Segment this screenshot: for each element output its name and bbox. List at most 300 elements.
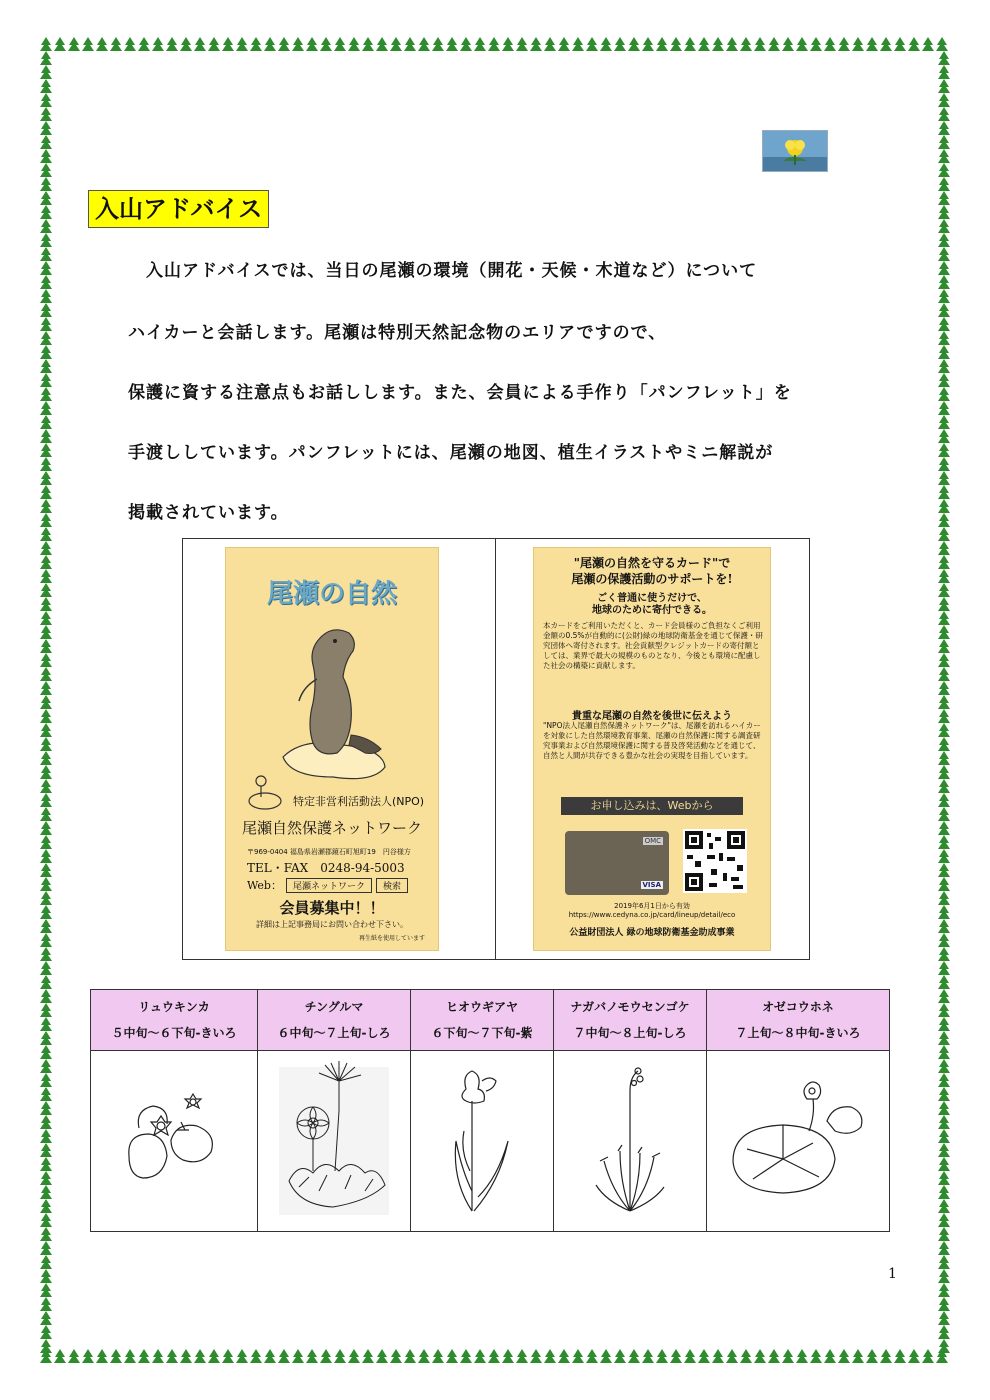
tree-icon [852,37,864,51]
tree-icon [938,205,950,219]
tree-icon [600,37,612,51]
tree-icon [938,1031,950,1045]
tree-icon [938,1157,950,1171]
tree-icon [40,1017,52,1031]
tree-icon [306,37,318,51]
tree-icon [938,1269,950,1283]
tree-icon [40,247,52,261]
plant-image-cell [411,1051,554,1232]
tree-icon [768,1349,780,1363]
plant-period: ７上旬～８中旬-きいろ [735,1026,861,1040]
tree-icon [938,1185,950,1199]
tree-icon [40,541,52,555]
web-search-box: 尾瀬ネットワーク [286,878,372,893]
tree-icon [938,1213,950,1227]
tree-icon [40,695,52,709]
tree-icon [40,485,52,499]
tree-icon [938,485,950,499]
tree-icon [684,37,696,51]
tree-icon [938,541,950,555]
tree-icon [938,947,950,961]
tree-icon [40,989,52,1003]
tree-icon [938,135,950,149]
paragraph-line-5: 掲載されています。 [128,503,289,523]
tree-icon [40,457,52,471]
tree-icon [278,37,290,51]
paragraph-line-4: 手渡ししています。パンフレットには、尾瀬の地図、植生イラストやミニ解説が [128,443,774,463]
pamphlet-image-box [182,538,810,960]
tree-icon [40,1297,52,1311]
page-number: 1 [888,1266,897,1282]
tree-icon [40,653,52,667]
tree-icon [40,317,52,331]
plant-image-cell [91,1051,258,1232]
npo-tel: TEL・FAX 0248-94-5003 [247,861,405,875]
tree-icon [166,37,178,51]
plant-header-cell [91,990,258,1051]
tree-icon [796,37,808,51]
tree-icon [40,933,52,947]
tree-icon [938,373,950,387]
tree-icon [40,1087,52,1101]
tree-icon [586,1349,598,1363]
tree-icon [866,1349,878,1363]
tree-icon [40,1003,52,1017]
tree-icon [938,527,950,541]
plant-header-cell [554,990,707,1051]
tree-icon [852,1349,864,1363]
plant-name: ヒオウギアヤ [445,1000,518,1014]
tree-icon [544,1349,556,1363]
tree-icon [320,1349,332,1363]
tree-icon [40,1185,52,1199]
tree-icon [474,37,486,51]
tree-icon [40,639,52,653]
plant-name: チングルマ [304,1000,364,1014]
npo-type: 特定非営利活動法人(NPO) [293,795,425,808]
tree-icon [250,37,262,51]
pamphlet-back-body-1: 本カードをご利用いただくと、カード会員様のご負担なくご利用金額の0.5%が自動的に(公財)緑の地球防衛基金を通じて保護・研究団体へ寄付されます。社会貢献型クレジットカードの寄付額としては、業界で最大の規模のものとなり、今後とも環境に配慮した社会の構築に貢献します。 [543,621,763,670]
tree-icon [54,1349,66,1363]
tree-icon [894,37,906,51]
tree-icon [938,443,950,457]
tree-icon [938,877,950,891]
tree-icon [572,1349,584,1363]
pamphlet-front-title: 尾瀬の自然 [266,579,397,609]
tree-icon [292,37,304,51]
back-title-line-1: "尾瀬の自然を守るカード"で [573,556,731,570]
tree-icon [40,1241,52,1255]
tree-icon [938,331,950,345]
tree-icon [40,471,52,485]
tree-icon [938,793,950,807]
pamphlet-divider [495,539,496,959]
tree-border-left [38,36,54,1364]
tree-icon [740,37,752,51]
tree-icon [40,1311,52,1325]
tree-icon [40,79,52,93]
tree-icon [530,37,542,51]
tree-icon [938,429,950,443]
tree-icon [712,1349,724,1363]
tree-icon [544,37,556,51]
tree-icon [40,807,52,821]
tree-icon [40,429,52,443]
tree-icon [894,1349,906,1363]
tree-icon [938,681,950,695]
tree-icon [908,1349,920,1363]
tree-icon [938,961,950,975]
tree-icon [938,107,950,121]
tree-icon [40,51,52,65]
tree-icon [40,793,52,807]
tree-icon [642,1349,654,1363]
back-sub-line-2: 地球のために寄付できる。 [592,605,712,616]
tree-icon [40,359,52,373]
tree-icon [40,751,52,765]
tree-icon [938,177,950,191]
tree-icon [938,415,950,429]
tree-icon [40,597,52,611]
tree-icon [40,527,52,541]
plant-period: ６中旬～７上旬-しろ [277,1026,391,1040]
tree-icon [754,37,766,51]
card-brand-visa: VISA [642,881,661,889]
tree-icon [40,947,52,961]
apply-banner: お申し込みは、Webから [561,797,743,815]
tree-icon [938,303,950,317]
tree-icon [516,1349,528,1363]
tree-icon [530,1349,542,1363]
tree-border-right [936,36,952,1364]
tree-icon [40,1045,52,1059]
tree-icon [908,37,920,51]
web-label: Web： [247,879,282,892]
tree-icon [938,1017,950,1031]
tree-icon [40,555,52,569]
tree-icon [938,499,950,513]
tree-icon [40,191,52,205]
tree-icon [938,989,950,1003]
tree-icon [68,37,80,51]
back-title-line-2: 尾瀬の保護活動のサポートを! [571,572,733,586]
tree-icon [124,1349,136,1363]
tree-icon [460,1349,472,1363]
tree-icon [810,37,822,51]
paragraph-line-3: 保護に資する注意点もお話しします。また、会員による手作り「パンフレット」を [128,383,792,403]
tree-icon [180,1349,192,1363]
tree-icon [82,37,94,51]
tree-icon [938,583,950,597]
tree-icon [938,247,950,261]
tree-icon [938,639,950,653]
tree-icon [938,611,950,625]
tree-icon [938,1073,950,1087]
tree-icon [432,1349,444,1363]
tree-icon [938,65,950,79]
tree-icon [376,1349,388,1363]
tree-icon [938,1129,950,1143]
tree-icon [558,37,570,51]
tree-icon [938,1311,950,1325]
tree-icon [938,653,950,667]
tree-icon [642,37,654,51]
tree-icon [880,37,892,51]
tree-icon [40,289,52,303]
tree-icon [938,737,950,751]
tree-icon [40,387,52,401]
tree-icon [938,835,950,849]
tree-icon [40,149,52,163]
tree-icon [938,149,950,163]
tree-icon [938,1227,950,1241]
tree-icon [40,1213,52,1227]
pamphlet-back-body-2: "NPO法人尾瀬自然保護ネットワーク"は、尾瀬を訪れるハイカーを対象にした自然環境教育事業、尾瀬の自然保護に関する調査研究事業および自然環境保護に関する普及啓発活動などを通じて、自然と人間が共存できる豊かな社会の実現を目指しています。 [543,721,761,760]
tree-icon [768,37,780,51]
tree-icon [208,37,220,51]
tree-icon [938,849,950,863]
tree-icon [938,597,950,611]
tree-icon [40,107,52,121]
tree-icon [334,37,346,51]
tree-icon [82,1349,94,1363]
plant-image-cell [258,1051,411,1232]
tree-icon [446,1349,458,1363]
ryukinka-icon [119,1086,229,1196]
tree-icon [40,443,52,457]
tree-icon [938,1101,950,1115]
tree-icon [40,205,52,219]
tree-icon [40,219,52,233]
plant-name: リュウキンカ [138,1000,210,1014]
tree-icon [824,37,836,51]
tree-icon [938,1059,950,1073]
tree-icon [152,37,164,51]
tree-icon [572,37,584,51]
tree-icon [670,37,682,51]
nagabanomousengoke-icon [590,1061,670,1221]
plant-period: ７中旬～８上旬-しろ [573,1026,687,1040]
tree-icon [40,177,52,191]
tree-icon [40,1269,52,1283]
tree-icon [782,1349,794,1363]
tree-icon [40,373,52,387]
hiougiaya-icon [442,1061,522,1221]
tree-icon [222,37,234,51]
tree-border-top [38,36,952,52]
tree-icon [922,37,934,51]
plant-period: ６下旬～７下旬-紫 [431,1026,533,1040]
pamphlet-back-sub [533,593,771,617]
tree-icon [40,275,52,289]
tree-icon [432,37,444,51]
tree-border-bottom [38,1348,952,1364]
plant-image-cell [707,1051,890,1232]
tree-icon [40,1255,52,1269]
tree-icon [404,1349,416,1363]
tree-icon [40,835,52,849]
tree-icon [922,1349,934,1363]
tree-icon [938,891,950,905]
plant-table [90,989,890,1232]
chingurma-icon [269,1061,399,1221]
tree-icon [40,919,52,933]
tree-icon [938,919,950,933]
tree-icon [40,779,52,793]
tree-icon [40,975,52,989]
tree-icon [40,863,52,877]
tree-icon [754,1349,766,1363]
tree-icon [40,401,52,415]
tree-icon [938,219,950,233]
tree-icon [938,289,950,303]
tree-icon [938,1241,950,1255]
tree-icon [348,1349,360,1363]
qr-code-icon [683,829,747,893]
tree-icon [390,37,402,51]
tree-icon [938,1143,950,1157]
tree-icon [40,611,52,625]
tree-icon [40,1157,52,1171]
tree-icon [40,1073,52,1087]
tree-icon [558,1349,570,1363]
tree-icon [334,1349,346,1363]
tree-icon [838,1349,850,1363]
pamphlet-back-title [533,555,771,587]
card-valid-date: 2019年6月1日から有効 [614,902,690,910]
tree-icon [488,1349,500,1363]
credit-card-image [565,831,669,895]
tree-icon [938,975,950,989]
tree-icon [376,37,388,51]
tree-icon [938,863,950,877]
tree-icon [938,261,950,275]
tree-icon [938,1283,950,1297]
tree-icon [726,37,738,51]
tree-icon [938,121,950,135]
tree-icon [292,1349,304,1363]
tree-icon [40,681,52,695]
tree-icon [938,695,950,709]
tree-icon [824,1349,836,1363]
tree-icon [938,191,950,205]
paragraph-line-1: 入山アドバイスでは、当日の尾瀬の環境（開花・天候・木道など）について [128,261,758,281]
tree-icon [110,1349,122,1363]
tree-icon [362,1349,374,1363]
tree-icon [938,751,950,765]
marten-illustration-icon [273,617,393,787]
npo-web [247,877,408,893]
tree-icon [110,37,122,51]
tree-icon [938,709,950,723]
tree-icon [40,583,52,597]
tree-icon [40,415,52,429]
tree-icon [446,37,458,51]
tree-icon [390,1349,402,1363]
tree-icon [166,1349,178,1363]
tree-icon [40,1171,52,1185]
tree-icon [938,1297,950,1311]
tree-icon [938,765,950,779]
tree-icon [670,1349,682,1363]
plant-period: ５中旬～６下旬-きいろ [111,1026,237,1040]
tree-icon [938,555,950,569]
tree-icon [614,1349,626,1363]
tree-icon [938,1087,950,1101]
tree-icon [40,331,52,345]
tree-icon [938,821,950,835]
tree-icon [40,1325,52,1339]
tree-icon [656,1349,668,1363]
npo-name: 尾瀬自然保護ネットワーク [241,819,422,837]
tree-icon [404,37,416,51]
tree-icon [40,65,52,79]
pamphlet-back-heading-2: 貴重な尾瀬の自然を後世に伝えよう [572,711,732,722]
tree-icon [782,37,794,51]
tree-icon [938,1255,950,1269]
tree-icon [40,1031,52,1045]
tree-icon [138,37,150,51]
tree-icon [938,317,950,331]
tree-icon [40,849,52,863]
tree-icon [40,345,52,359]
pamphlet-front [225,547,439,951]
web-search-button: 検索 [376,878,408,893]
npo-logo-icon [245,773,285,811]
tree-icon [502,1349,514,1363]
plant-image-row [91,1051,890,1232]
plant-header-row [91,990,890,1051]
page-heading: 入山アドバイス [88,190,269,228]
tree-icon [40,303,52,317]
tree-icon [938,163,950,177]
tree-icon [194,37,206,51]
plant-header-cell [707,990,890,1051]
tree-icon [40,1339,52,1353]
tree-icon [698,37,710,51]
tree-icon [40,163,52,177]
tree-icon [40,1143,52,1157]
tree-icon [418,1349,430,1363]
tree-icon [516,37,528,51]
tree-icon [96,1349,108,1363]
tree-icon [152,1349,164,1363]
tree-icon [938,723,950,737]
tree-icon [628,37,640,51]
tree-icon [40,905,52,919]
tree-icon [938,471,950,485]
tree-icon [40,499,52,513]
tree-icon [40,737,52,751]
tree-icon [194,1349,206,1363]
tree-icon [796,1349,808,1363]
tree-icon [40,93,52,107]
tree-icon [938,387,950,401]
tree-icon [40,891,52,905]
tree-icon [320,37,332,51]
tree-icon [656,37,668,51]
tree-icon [40,1129,52,1143]
tree-icon [138,1349,150,1363]
tree-icon [740,1349,752,1363]
tree-icon [586,37,598,51]
tree-icon [810,1349,822,1363]
tree-icon [236,37,248,51]
tree-icon [40,233,52,247]
tree-icon [938,275,950,289]
tree-icon [938,1339,950,1353]
tree-icon [938,1003,950,1017]
